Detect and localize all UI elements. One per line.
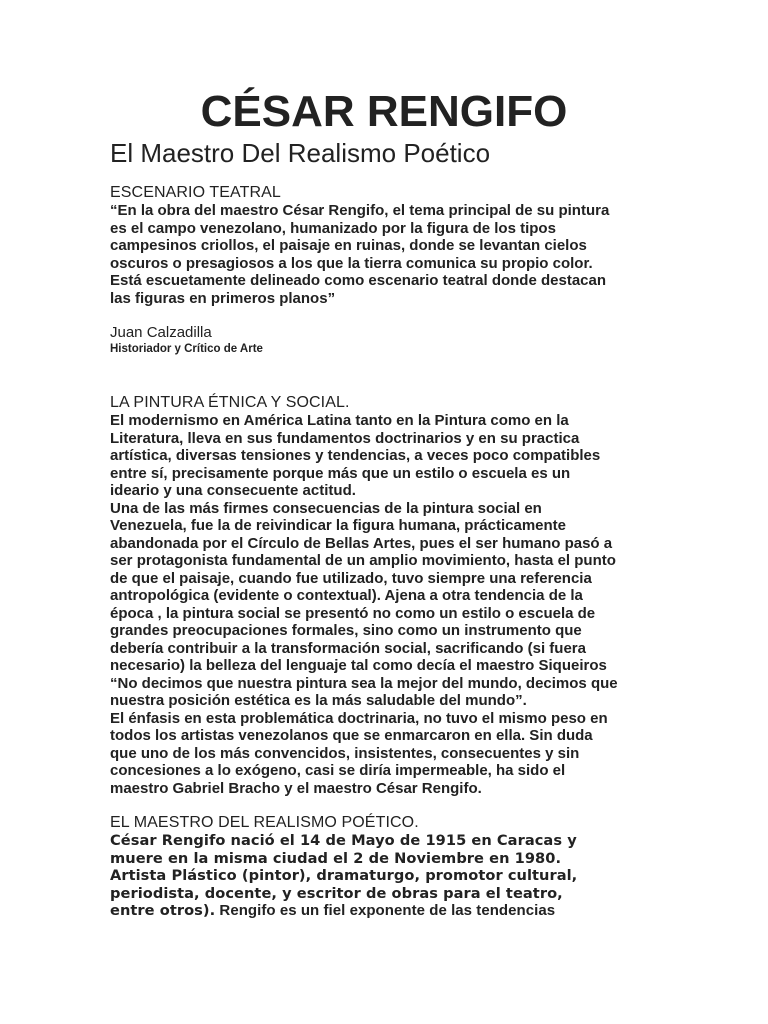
section-heading: ESCENARIO TEATRAL — [110, 184, 281, 201]
biography-line: periodista, docente, y escritor de obras para el teatro, — [110, 884, 563, 902]
quote-author-role: Historiador y Crítico de Arte — [110, 343, 263, 355]
page-subtitle: El Maestro Del Realismo Poético — [110, 138, 491, 168]
section-pintura-etnica — [110, 394, 660, 797]
biography-line: César Rengifo nació el 14 de Mayo de 1915 en Caracas y — [110, 832, 577, 849]
section-escenario-teatral — [110, 184, 660, 357]
body-paragraph: El modernismo en América Latina tanto en la Pintura como en la Literatura, lleva en sus fundamentos doctrinarios y en su practica artística, diversas tensiones y tendencias, a veces poco compatibles entre sí, precisamente porque más que un estilo o escuela es un ideario y una consecuente actitud. Una de las más firmes consecuencias de la pintura social en Venezuela, fue la de reivindicar la figura humana, prácticamente abandonada por el Círculo de Bellas Artes, pues el ser humano pasó a ser protagonista fundamental de un amplio movimiento, hasta el punto de que el paisaje, cuando fue utilizado, tuvo siempre una referencia antropológica (evidente o contextual). Ajena a otra tendencia de la época , la pintura social se presentó no como un estilo o escuela de grandes preocupaciones formales, sino como un instrumento que debería contribuir a la transformación social, sacrificando (si fuera necesario) la belleza del lenguaje tal como decía el maestro Siqueiros “No decimos que nuestra pintura sea la mejor del mundo, decimos que nuestra posición estética es la más saludable del mundo”. El énfasis en esta problemática doctrinaria, no tuvo el mismo peso en todos los artistas venezolanos que se enmarcaron en ella. Sin duda que uno de los más convencidos, insistentes, consecuentes y sin concesiones a lo exógeno, casi se diría impermeable, ha sido el maestro Gabriel Bracho y el maestro César Rengifo. — [110, 412, 618, 797]
page-title: CÉSAR RENGIFO — [200, 87, 568, 136]
section-heading: LA PINTURA ÉTNICA Y SOCIAL. — [110, 394, 350, 411]
section-realismo-poetico — [110, 814, 660, 920]
biography-line: Artista Plástico (pintor), dramaturgo, promotor cultural, — [110, 867, 578, 884]
biography-line: muere en la misma ciudad el 2 de Noviembre en 1980. — [110, 849, 562, 867]
biography-tail: Rengifo es un fiel exponente de las tendencias — [215, 902, 556, 919]
quote-paragraph: “En la obra del maestro César Rengifo, el tema principal de su pintura es el campo venezolano, humanizado por la figura de los tipos campesinos criollos, el paisaje en ruinas, donde se levantan cielos oscuros o presagiosos a los que la tierra comunica su propio color. Está escuetamente delineado como escenario teatral donde destacan las figuras en primeros planos” — [110, 202, 610, 307]
quote-author: Juan Calzadilla — [110, 324, 212, 341]
section-heading: EL MAESTRO DEL REALISMO POÉTICO. — [110, 814, 419, 831]
biography-line: entre otros). — [110, 902, 216, 919]
biography-paragraph — [110, 832, 660, 920]
